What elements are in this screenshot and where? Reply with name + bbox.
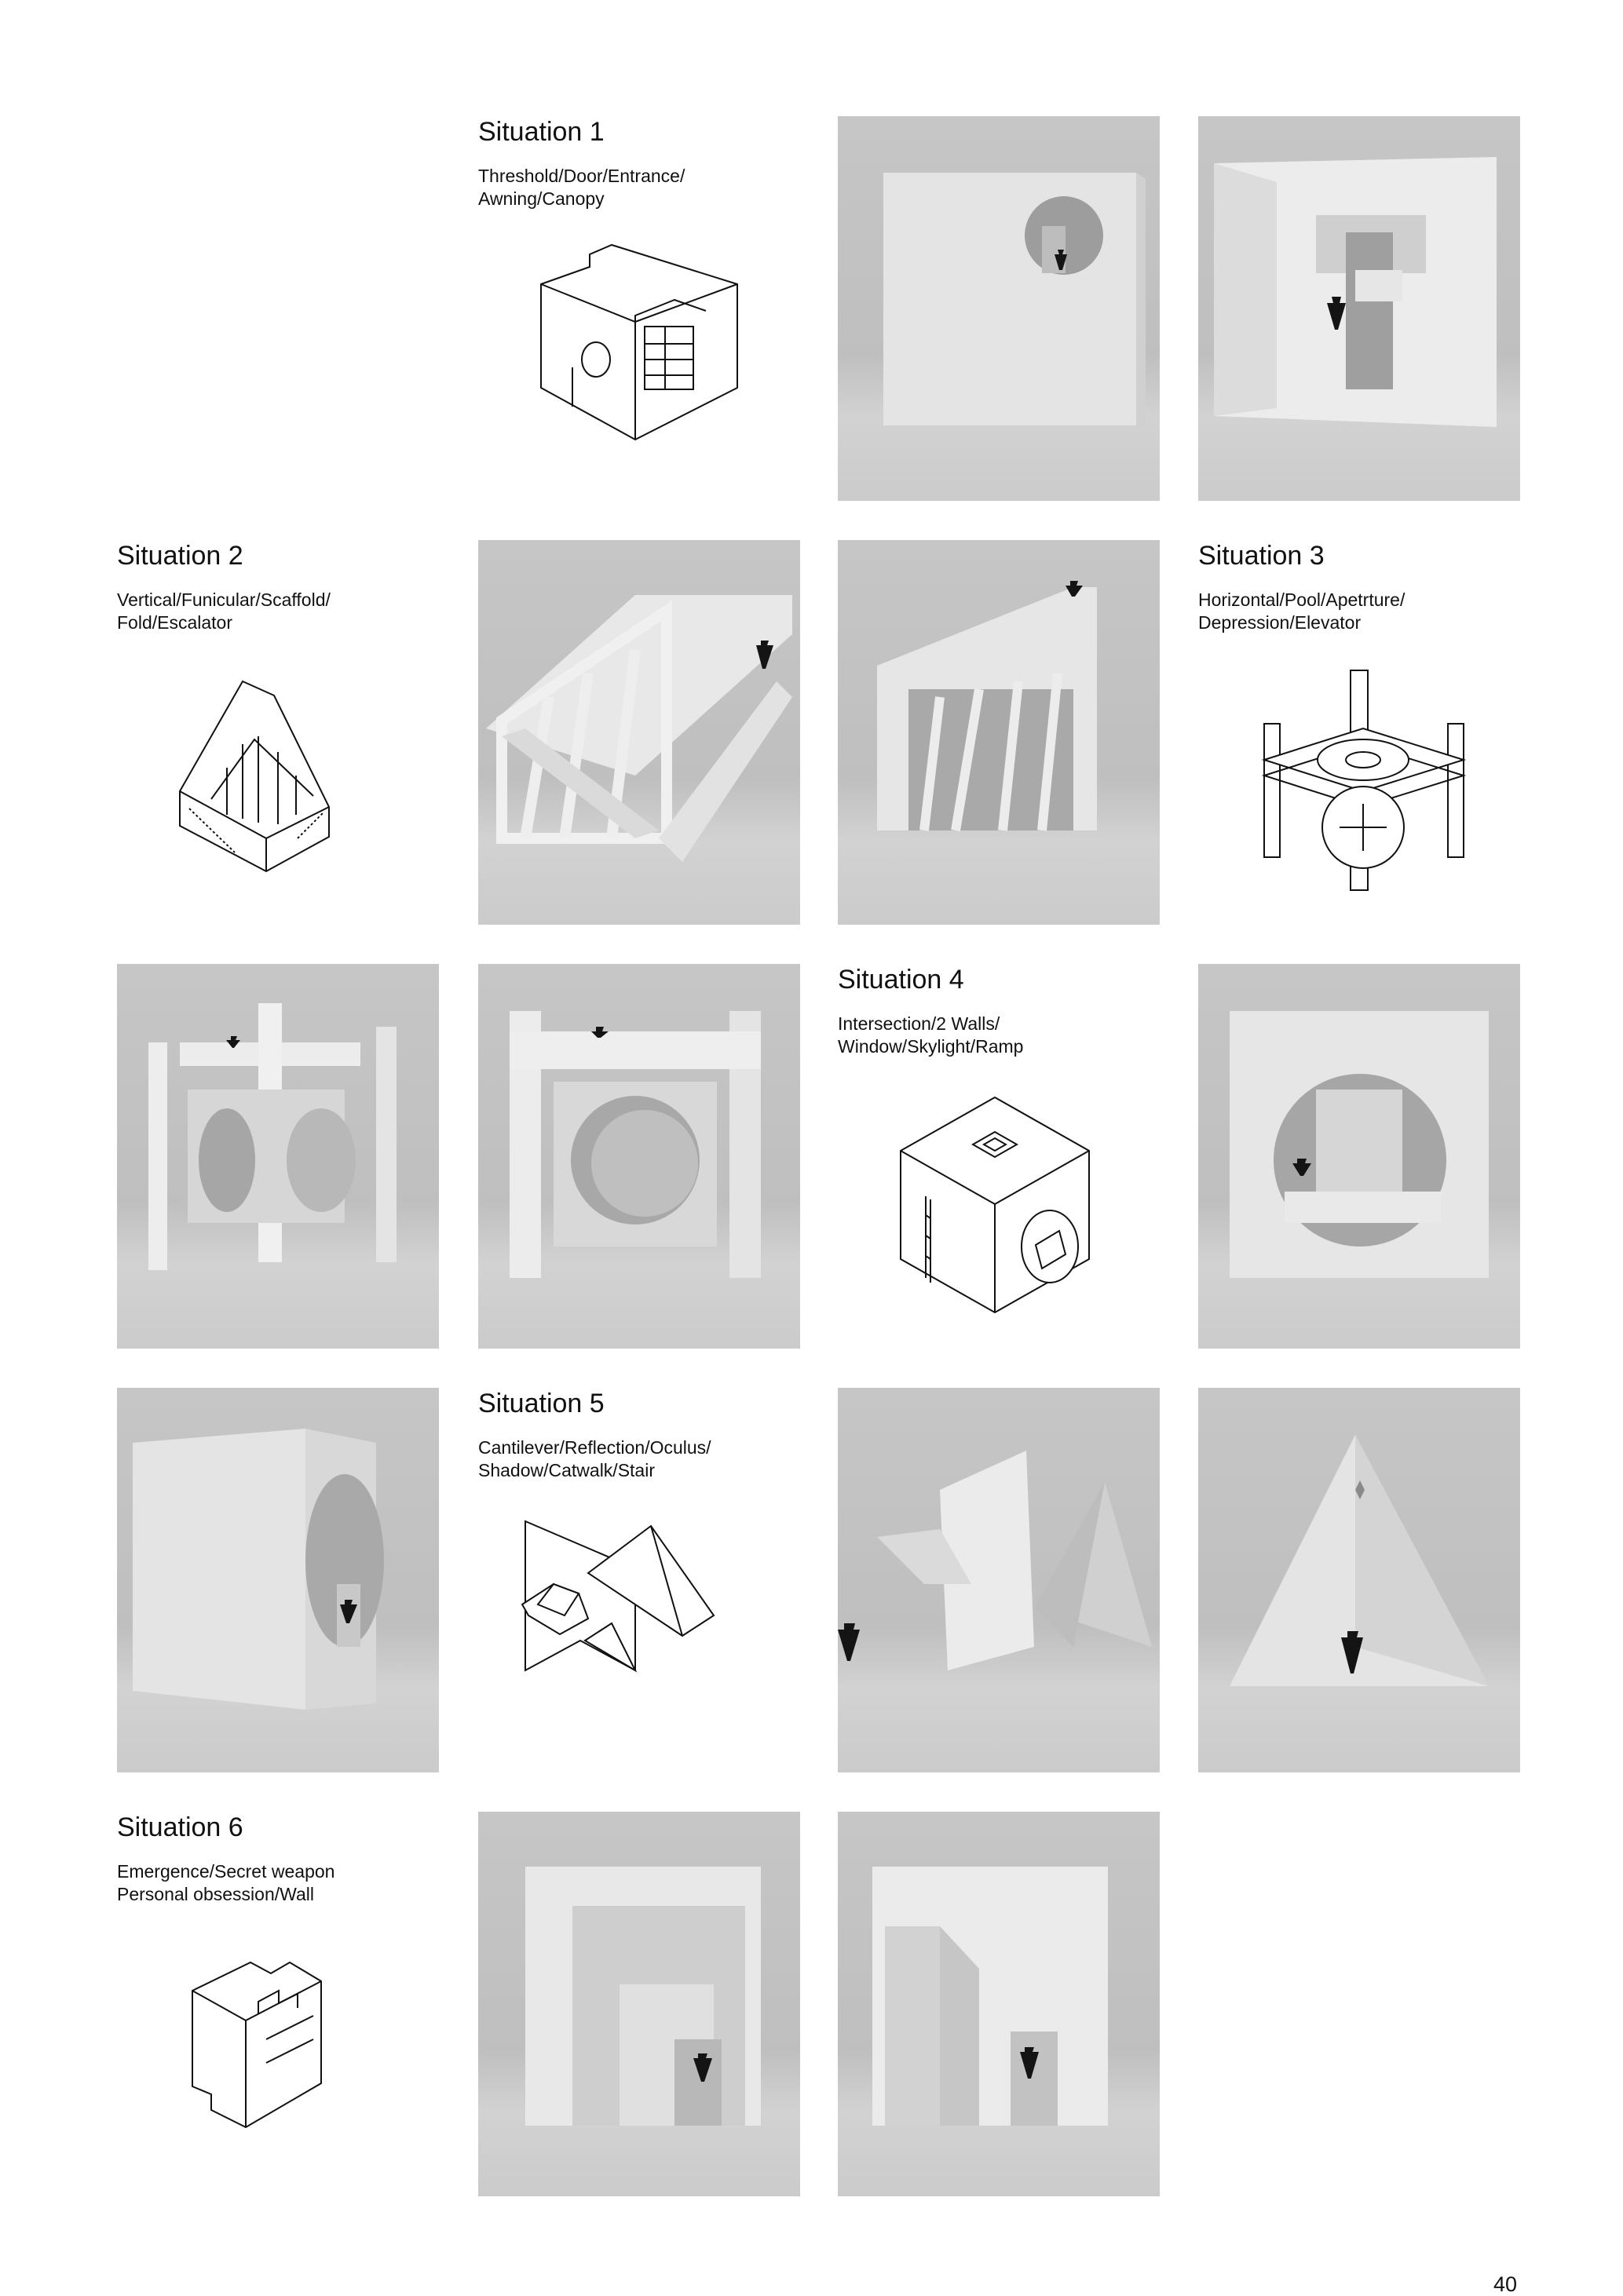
situation-4-title: Situation 4 xyxy=(838,965,964,995)
situation-5-isometric-diagram xyxy=(478,1506,800,1765)
situation-4-model-photo-perspective xyxy=(117,1388,439,1772)
situation-5-model-photo-front xyxy=(1198,1388,1520,1772)
model-photo-art xyxy=(1198,964,1520,1349)
situation-4-keywords: Intersection/2 Walls/ Window/Skylight/Ramp xyxy=(838,1013,1024,1057)
situation-5-title: Situation 5 xyxy=(478,1389,605,1418)
model-photo-art xyxy=(478,1812,800,2196)
model-photo-art xyxy=(838,1388,1160,1772)
situation-4-block xyxy=(838,964,1160,1349)
situation-2-isometric-diagram xyxy=(117,658,439,917)
situation-1-keywords: Threshold/Door/Entrance/ Awning/Canopy xyxy=(478,166,685,209)
situation-6-block xyxy=(117,1812,439,2196)
human-figure-icon xyxy=(838,1623,860,1661)
page-number: 40 xyxy=(1493,2272,1517,2296)
situation-6-title: Situation 6 xyxy=(117,1812,243,1842)
situation-4-isometric-diagram xyxy=(838,1082,1160,1341)
situation-6-keywords: Emergence/Secret weapon Personal obsession/Wall xyxy=(117,1861,335,1904)
situation-3-model-photo-front xyxy=(478,964,800,1349)
situation-3-isometric-diagram xyxy=(1198,658,1520,917)
model-photo-art xyxy=(117,964,439,1349)
situation-5-model-photo-side xyxy=(838,1388,1160,1772)
situation-3-block xyxy=(1198,540,1520,925)
situation-1-block xyxy=(478,116,800,501)
situation-1-isometric-diagram xyxy=(478,234,800,493)
situation-5-block xyxy=(478,1388,800,1772)
model-photo-art xyxy=(838,1812,1160,2196)
model-photo-art xyxy=(1198,1388,1520,1772)
model-photo-art xyxy=(117,1388,439,1772)
situation-3-title: Situation 3 xyxy=(1198,541,1325,571)
situation-2-title: Situation 2 xyxy=(117,541,243,571)
situation-6-model-photo-side xyxy=(838,1812,1160,2196)
model-photo-art xyxy=(838,540,1160,925)
situation-2-model-photo-right xyxy=(838,540,1160,925)
situation-3-model-photo-left xyxy=(117,964,439,1349)
situation-2-block xyxy=(117,540,439,925)
model-photo-art xyxy=(478,964,800,1349)
situation-2-keywords: Vertical/Funicular/Scaffold/ Fold/Escalator xyxy=(117,590,331,633)
situation-3-keywords: Horizontal/Pool/Apetrture/ Depression/Elevator xyxy=(1198,590,1406,633)
situation-6-model-photo-front xyxy=(478,1812,800,2196)
situation-1-model-photo-perspective xyxy=(1198,116,1520,501)
situation-1-model-photo-front xyxy=(838,116,1160,501)
situation-6-isometric-diagram xyxy=(117,1929,439,2188)
situation-1-title: Situation 1 xyxy=(478,117,605,147)
situation-5-keywords: Cantilever/Reflection/Oculus/ Shadow/Catwalk/Stair xyxy=(478,1437,711,1480)
model-photo-art xyxy=(1198,116,1520,501)
model-photo-art xyxy=(478,540,800,925)
situation-2-model-photo-left xyxy=(478,540,800,925)
model-photo-art xyxy=(838,116,1160,501)
situation-4-model-photo xyxy=(1198,964,1520,1349)
